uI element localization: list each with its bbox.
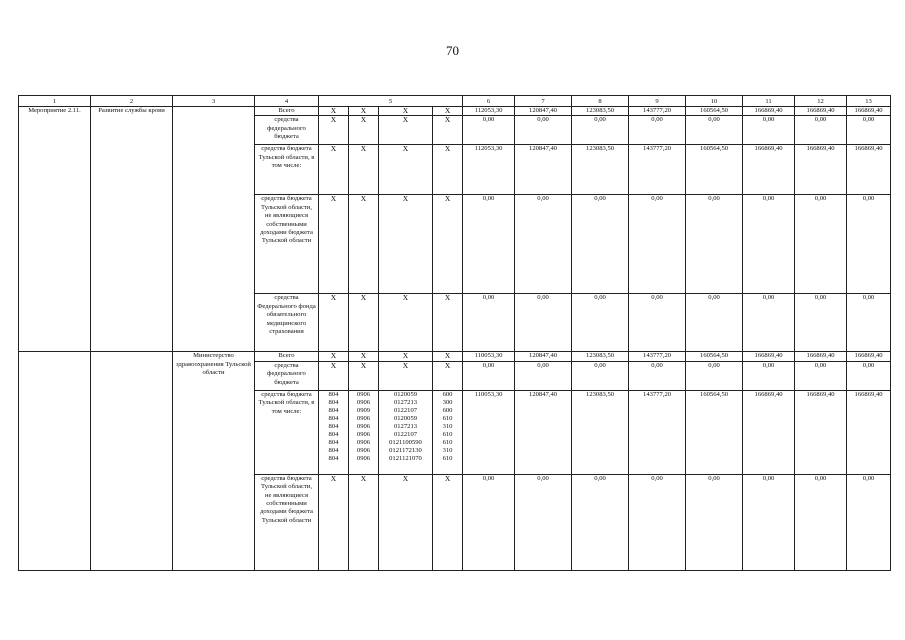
- value-cell: 160564,50: [686, 352, 743, 361]
- code: 610: [442, 454, 453, 462]
- event-label-empty: [19, 352, 91, 570]
- code: 0906: [356, 390, 371, 398]
- value-cell: 0,00: [743, 116, 795, 145]
- code: 0909: [356, 406, 371, 414]
- value-cell: 120847,40: [515, 390, 572, 474]
- value-cell: 123083,50: [572, 145, 629, 195]
- value-cell: 0,00: [795, 294, 847, 352]
- code: 0906: [356, 430, 371, 438]
- value-cell: 110053,30: [463, 390, 515, 474]
- code: 804: [328, 406, 339, 414]
- col-header: 8: [572, 96, 629, 107]
- code: 804: [328, 398, 339, 406]
- value-cell: 0,00: [629, 195, 686, 294]
- value-cell: 0,00: [629, 294, 686, 352]
- value-cell: 0,00: [629, 361, 686, 390]
- code: 610: [442, 430, 453, 438]
- source-federal: средства федерального бюджета: [255, 116, 319, 145]
- budget-table: [18, 95, 891, 571]
- col-header: 13: [847, 96, 891, 107]
- page-number: 70: [446, 43, 459, 58]
- codes-vr: [433, 390, 463, 474]
- value-cell: 0,00: [847, 294, 891, 352]
- value-cell: 0,00: [572, 474, 629, 570]
- value-cell: 120847,40: [515, 352, 572, 361]
- value-cell: 0,00: [463, 361, 515, 390]
- code: 804: [328, 422, 339, 430]
- value-cell: 0,00: [686, 195, 743, 294]
- col-header: 12: [795, 96, 847, 107]
- value-cell: 0,00: [743, 361, 795, 390]
- code: 0906: [356, 446, 371, 454]
- executor-name: Министерство здравоохранения Тульской области: [173, 352, 255, 570]
- col-header: 4: [255, 96, 319, 107]
- code: 0121121070: [389, 454, 422, 462]
- code: 610: [442, 438, 453, 446]
- event-name-empty: [91, 352, 173, 570]
- x-mark: X: [379, 145, 433, 195]
- value-cell: 0,00: [743, 294, 795, 352]
- x-mark: X: [319, 474, 349, 570]
- value-cell: 0,00: [686, 116, 743, 145]
- col-header: 6: [463, 96, 515, 107]
- code: 0127213: [393, 398, 418, 406]
- x-mark: X: [433, 352, 463, 361]
- value-cell: 0,00: [572, 195, 629, 294]
- x-mark: X: [349, 474, 379, 570]
- value-cell: 0,00: [743, 474, 795, 570]
- code: 0906: [356, 422, 371, 430]
- source-regional-non-own: средства бюджета Тульской области, не являющиеся собственными доходами бюджета Тульской области: [255, 195, 319, 294]
- x-mark: X: [433, 195, 463, 294]
- x-mark: X: [349, 107, 379, 116]
- col-header: 9: [629, 96, 686, 107]
- x-mark: X: [379, 474, 433, 570]
- value-cell: 0,00: [795, 474, 847, 570]
- code: 0121100590: [389, 438, 422, 446]
- executor-cell-empty: [173, 107, 255, 352]
- source-regional: средства бюджета Тульской области, в том числе:: [255, 145, 319, 195]
- code: 804: [328, 438, 339, 446]
- x-mark: X: [319, 361, 349, 390]
- value-cell: 143777,20: [629, 145, 686, 195]
- value-cell: 0,00: [743, 195, 795, 294]
- code: 0122107: [393, 406, 418, 414]
- value-cell: 120847,40: [515, 145, 572, 195]
- value-cell: 0,00: [515, 361, 572, 390]
- code: 0122107: [393, 430, 418, 438]
- value-cell: 110053,30: [463, 352, 515, 361]
- source-total: Всего: [255, 352, 319, 361]
- col-header: 1: [19, 96, 91, 107]
- value-cell: 0,00: [847, 195, 891, 294]
- code: 0127213: [393, 422, 418, 430]
- value-cell: 0,00: [847, 474, 891, 570]
- source-federal: средства федерального бюджета: [255, 361, 319, 390]
- code: 610: [442, 414, 453, 422]
- value-cell: 160564,50: [686, 390, 743, 474]
- code: 310: [442, 422, 453, 430]
- value-cell: 0,00: [463, 474, 515, 570]
- value-cell: 166869,40: [847, 390, 891, 474]
- x-mark: X: [433, 474, 463, 570]
- value-cell: 123083,50: [572, 352, 629, 361]
- value-cell: 0,00: [515, 294, 572, 352]
- event-name: Развитие службы крови: [91, 107, 173, 352]
- value-cell: 123083,50: [572, 107, 629, 116]
- value-cell: 123083,50: [572, 390, 629, 474]
- code: 0120059: [393, 414, 418, 422]
- value-cell: 166869,40: [795, 390, 847, 474]
- value-cell: 0,00: [572, 294, 629, 352]
- x-mark: X: [379, 107, 433, 116]
- value-cell: 0,00: [686, 361, 743, 390]
- value-cell: 166869,40: [795, 145, 847, 195]
- code: 804: [328, 414, 339, 422]
- code: 0120059: [393, 390, 418, 398]
- value-cell: 112053,30: [463, 145, 515, 195]
- x-mark: X: [319, 116, 349, 145]
- x-mark: X: [349, 116, 379, 145]
- code: 0906: [356, 414, 371, 422]
- value-cell: 166869,40: [795, 352, 847, 361]
- x-mark: X: [379, 294, 433, 352]
- x-mark: X: [379, 352, 433, 361]
- code: 0121172130: [389, 446, 422, 454]
- value-cell: 166869,40: [743, 352, 795, 361]
- value-cell: 0,00: [463, 294, 515, 352]
- value-cell: 0,00: [572, 116, 629, 145]
- table-row: [19, 352, 891, 361]
- x-mark: X: [349, 195, 379, 294]
- value-cell: 0,00: [515, 195, 572, 294]
- code: 600: [442, 390, 453, 398]
- value-cell: 0,00: [572, 361, 629, 390]
- x-mark: X: [433, 361, 463, 390]
- value-cell: 0,00: [686, 294, 743, 352]
- x-mark: X: [349, 361, 379, 390]
- x-mark: X: [379, 361, 433, 390]
- table-row: [19, 107, 891, 116]
- x-mark: X: [433, 294, 463, 352]
- value-cell: 0,00: [629, 116, 686, 145]
- value-cell: 143777,20: [629, 107, 686, 116]
- x-mark: X: [319, 195, 349, 294]
- value-cell: 166869,40: [847, 145, 891, 195]
- value-cell: 166869,40: [795, 107, 847, 116]
- value-cell: 166869,40: [847, 107, 891, 116]
- code: 600: [442, 406, 453, 414]
- codes-rzpr: [349, 390, 379, 474]
- code: 804: [328, 430, 339, 438]
- value-cell: 143777,20: [629, 390, 686, 474]
- value-cell: 166869,40: [847, 352, 891, 361]
- source-foms: средства Федерального фонда обязательного медицинского страхования: [255, 294, 319, 352]
- value-cell: 143777,20: [629, 352, 686, 361]
- value-cell: 0,00: [795, 361, 847, 390]
- col-header: 5: [319, 96, 463, 107]
- code: 310: [442, 446, 453, 454]
- value-cell: 166869,40: [743, 145, 795, 195]
- code: 0906: [356, 454, 371, 462]
- code: 300: [442, 398, 453, 406]
- value-cell: 0,00: [515, 474, 572, 570]
- codes-csr: [379, 390, 433, 474]
- x-mark: X: [349, 352, 379, 361]
- x-mark: X: [433, 145, 463, 195]
- source-regional-non-own: средства бюджета Тульской области, не являющиеся собственными доходами бюджета Тульской области: [255, 474, 319, 570]
- col-header: 10: [686, 96, 743, 107]
- x-mark: X: [379, 195, 433, 294]
- column-number-row: [19, 96, 891, 107]
- code: 804: [328, 390, 339, 398]
- value-cell: 0,00: [629, 474, 686, 570]
- col-header: 7: [515, 96, 572, 107]
- codes-grbs: [319, 390, 349, 474]
- x-mark: X: [349, 145, 379, 195]
- col-header: 2: [91, 96, 173, 107]
- event-label: Мероприятие 2.11.: [19, 107, 91, 352]
- value-cell: 0,00: [795, 116, 847, 145]
- value-cell: 166869,40: [743, 390, 795, 474]
- value-cell: 112053,30: [463, 107, 515, 116]
- x-mark: X: [319, 107, 349, 116]
- value-cell: 160564,50: [686, 145, 743, 195]
- x-mark: X: [433, 116, 463, 145]
- value-cell: 0,00: [463, 116, 515, 145]
- source-total: Всего: [255, 107, 319, 116]
- code: 804: [328, 446, 339, 454]
- value-cell: 0,00: [463, 195, 515, 294]
- x-mark: X: [379, 116, 433, 145]
- source-regional: средства бюджета Тульской области, в том числе:: [255, 390, 319, 474]
- value-cell: 120847,40: [515, 107, 572, 116]
- value-cell: 0,00: [795, 195, 847, 294]
- value-cell: 0,00: [847, 116, 891, 145]
- value-cell: 166869,40: [743, 107, 795, 116]
- code: 804: [328, 454, 339, 462]
- col-header: 11: [743, 96, 795, 107]
- col-header: 3: [173, 96, 255, 107]
- value-cell: 0,00: [515, 116, 572, 145]
- x-mark: X: [433, 107, 463, 116]
- value-cell: 160564,50: [686, 107, 743, 116]
- x-mark: X: [349, 294, 379, 352]
- x-mark: X: [319, 294, 349, 352]
- code: 0906: [356, 438, 371, 446]
- code: 0906: [356, 398, 371, 406]
- x-mark: X: [319, 145, 349, 195]
- x-mark: X: [319, 352, 349, 361]
- value-cell: 0,00: [686, 474, 743, 570]
- value-cell: 0,00: [847, 361, 891, 390]
